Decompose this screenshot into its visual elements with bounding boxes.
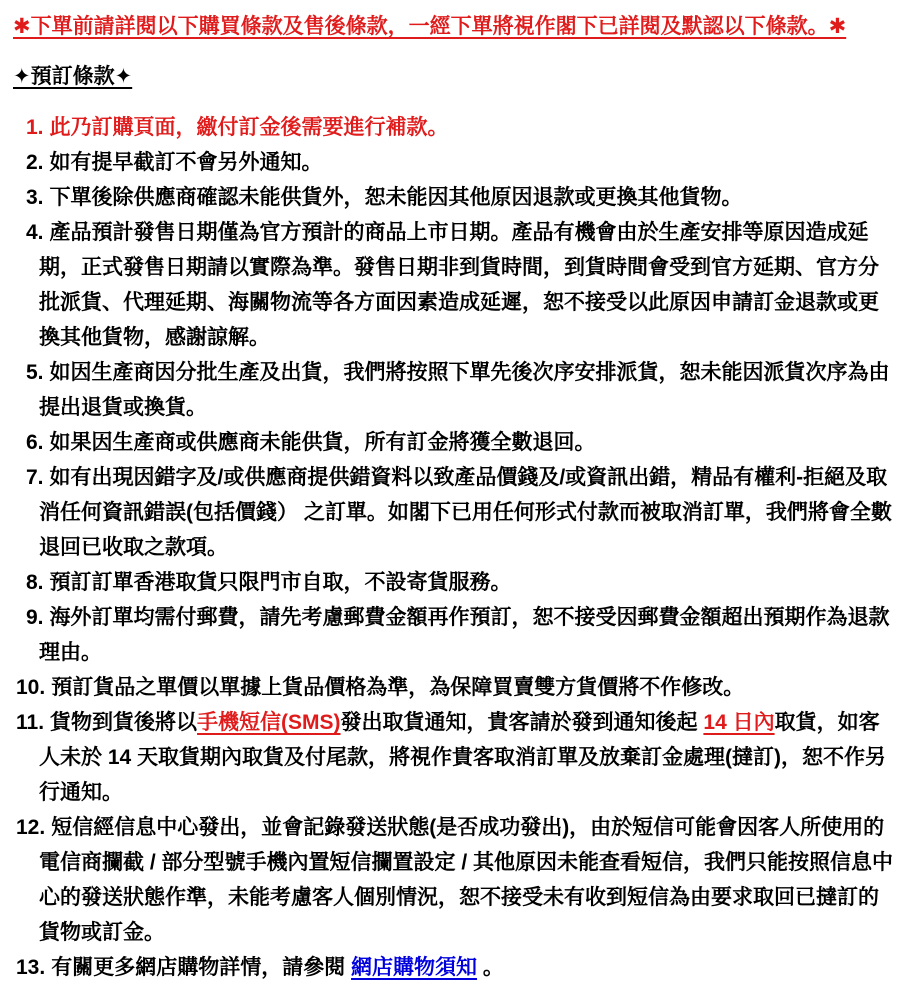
term-item-2	[13, 145, 899, 180]
term-number: 13.	[16, 956, 46, 979]
section-title-preorder-terms: ✦預訂條款✦	[13, 65, 133, 88]
term-item-12	[13, 810, 899, 950]
term-number: 4.	[26, 221, 44, 244]
term-item-8	[13, 565, 899, 600]
term-number: 9.	[26, 606, 44, 629]
term-number: 1.	[26, 116, 44, 139]
term-text: 如有出現因錯字及/或供應商提供錯資料以致產品價錢及/或資訊出錯，精品有權利-拒絕及取消任何資訊錯誤(包括價錢） 之訂單。如閣下已用任何形式付款而被取消訂單，我們將會全數退回已收取之款項。	[39, 466, 892, 559]
term-number: 7.	[26, 466, 44, 489]
term-text: 海外訂單均需付郵費，請先考慮郵費金額再作預訂，恕不接受因郵費金額超出預期作為退款理由。	[39, 606, 890, 664]
term-number: 6.	[26, 431, 44, 454]
terms-list	[13, 110, 899, 985]
term-text: 下單後除供應商確認未能供貨外，恕未能因其他原因退款或更換其他貨物。	[49, 186, 743, 209]
term-text: 取貨，如客人未於 14 天取貨期內取貨及付尾款，將視作貴客取消訂單及放棄訂金處理(撻訂)，恕不作另行通知。	[39, 711, 887, 804]
term-item-5	[13, 355, 899, 425]
term-text: 。	[477, 956, 504, 979]
term-text: 如因生產商因分批生產及出貨，我們將按照下單先後次序安排派貨，恕未能因派貨次序為由提出退貨或換貨。	[39, 361, 890, 419]
term-item-13	[13, 950, 899, 985]
term-number: 11.	[16, 711, 45, 734]
term-text: 短信經信息中心發出，並會記錄發送狀態(是否成功發出)，由於短信可能會因客人所使用的電信商攔截 / 部分型號手機內置短信攔置設定 / 其他原因未能查看短信，我們只能按照信息中心的發送狀態作準，未能考慮客人個別情況，恕不接受未有收到短信為由要求取回已撻訂的貨物或訂金。	[39, 816, 894, 944]
term-number: 2.	[26, 151, 44, 174]
term-number: 10.	[16, 676, 46, 699]
term-text: 此乃訂購頁面，繳付訂金後需要進行補款。	[49, 116, 449, 139]
term-item-10	[13, 670, 899, 705]
term-text: 發出取貨通知，貴客請於發到通知後起	[340, 711, 704, 734]
term-text: 有關更多網店購物詳情，請參閱	[51, 956, 352, 979]
term-item-3	[13, 180, 899, 215]
term-text: 如有提早截訂不會另外通知。	[49, 151, 323, 174]
highlight-text: 手機短信(SMS)	[197, 711, 341, 734]
term-number: 3.	[26, 186, 44, 209]
term-number: 8.	[26, 571, 44, 594]
term-text: 產品預計發售日期僅為官方預計的商品上市日期。產品有機會由於生產安排等原因造成延期，正式發售日期請以實際為準。發售日期非到貨時間，到貨時間會受到官方延期、官方分批派貨、代理延期、海關物流等各方面因素造成延遲，恕不接受以此原因申請訂金退款或更換其他貨物，感謝諒解。	[39, 221, 879, 349]
term-item-6	[13, 425, 899, 460]
term-item-11	[13, 705, 899, 810]
term-number: 5.	[26, 361, 44, 384]
term-item-9	[13, 600, 899, 670]
term-text: 預訂貨品之單價以單據上貨品價格為準，為保障買賣雙方貨價將不作修改。	[51, 676, 745, 699]
term-text: 如果因生產商或供應商未能供貨，所有訂金將獲全數退回。	[49, 431, 596, 454]
term-item-4	[13, 215, 899, 355]
shop-guide-link[interactable]: 網店購物須知	[351, 956, 478, 979]
term-text: 預訂訂單香港取貨只限門市自取，不設寄貨服務。	[49, 571, 512, 594]
term-item-7	[13, 460, 899, 565]
term-item-1	[13, 110, 899, 145]
purchase-notice-banner: ✱下單前請詳閱以下購買條款及售後條款，一經下單將視作閣下已詳閱及默認以下條款。✱	[13, 15, 847, 38]
term-text: 貨物到貨後將以	[50, 711, 198, 734]
term-number: 12.	[16, 816, 46, 839]
highlight-text: 14 日內	[703, 711, 775, 734]
